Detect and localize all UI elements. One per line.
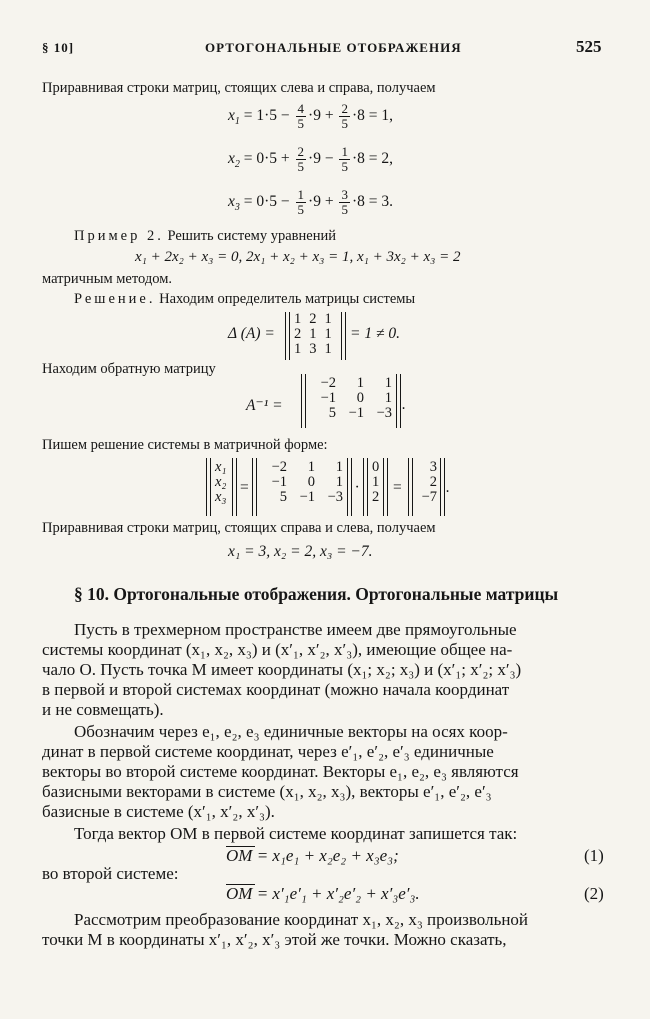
p4-line-1: Рассмотрим преобразование координат x₁, x₂, x₃ произвольной	[74, 910, 529, 929]
b-vector: 0 1 2	[372, 459, 380, 505]
equation-x2: $x_2 = 0\cdot 5$ + $\frac{2}{5}$ ·9 − $\frac{1}{5}$ ·8 = 2,	[228, 144, 393, 174]
example-heading	[74, 228, 336, 245]
equation-system: x₁ + 2x₂ + x₃ = 0, 2x₁ + x₂ + x₃ = 1, x₁ + 3x₂ + x₃ = 2	[135, 249, 461, 265]
p1-line-5: и не совмещать).	[42, 700, 164, 719]
example-label: Пример 2.	[74, 228, 164, 244]
p2-line-1: Обозначим через e₁, e₂, e₃ единичные векторы на осях коор-	[74, 722, 508, 741]
section-title: § 10. Ортогональные отображения. Ортогональные матрицы	[74, 584, 559, 604]
example-text: Решить систему уравнений	[167, 228, 336, 244]
solution-label: Решение.	[74, 291, 156, 307]
section-ref: § 10]	[42, 40, 75, 55]
matrix-form-intro: Пишем решение системы в матричной форме:	[42, 437, 328, 453]
inverse-matrix: −2 1 1 −1 0 1 5 −1 −3	[320, 375, 392, 421]
second-system-text: во второй системе:	[42, 864, 179, 883]
p1-line-1: Пусть в трехмерном пространстве имеем две прямоугольные	[74, 620, 517, 639]
p1-line-4: в первой и второй системах координат (можно начала координат	[42, 680, 510, 699]
p2-line-3: векторы во второй системе координат. Векторы e₁, e₂, e₃ являются	[42, 762, 519, 781]
equation-2: OM = x′₁e′₁ + x′₂e′₂ + x′₃e′₃.	[226, 884, 420, 903]
solution-text: Находим определитель матрицы системы	[159, 291, 416, 307]
intro-text: Приравнивая строки матриц, стоящих слева и справа, получаем	[42, 80, 436, 96]
det-matrix: 1 2 1 2 1 1 1 3 1	[294, 311, 332, 357]
result-vector: 3 2 −7	[421, 459, 437, 505]
inverse-intro: Находим обратную матрицу	[42, 361, 216, 377]
p3-text: Тогда вектор OM в первой системе координат запишется так:	[74, 824, 518, 843]
method-text: матричным методом.	[42, 271, 172, 287]
equation-1: OM = x₁e₁ + x₂e₂ + x₃e₃;	[226, 846, 399, 865]
book-page: § 10] ОРТОГОНАЛЬНЫЕ ОТОБРАЖЕНИЯ 525 Приравнивая строки матриц, стоящих слева и справа, получаем $x_1 = 1\cdot 5$ − $\frac{4}{5}$ ·9 + $\frac{2}{5}$ ·8 = 1, $x_2 = 0\cdot 5$ + $\frac{2}{5}$ ·9 − $\frac{1}{5}$ ·8 = 2, $x_3 = 0\cdot 5$ − $\frac{1}{5}$ ·9 + $\frac{3}{5}$ ·8 = 3. Пример 2. Решить систему уравнений x₁ + 2x₂ + x₃ = 0, 2x₁ + x₂ + x₃ = 1, x₁ + 3x₂ + x₃ = 2 матричным методом. Решение. Находим определитель матрицы системы Δ (A) = 1 2 1 2 1 1 1 3 1 = 1 ≠ 0. Находим обратную матрицу A⁻¹ = −2 1 1 −1 0 1 5 −1 −3 . Пишем решение системы в матричной форме: x₁ x₂ x₃ = −2 1 1 −1 0 1 5 −1 −3 · 0 1 2 = 3 2 −7 . Приравнивая строки матриц, стоящих справа и слева, получаем x₁ = 3, x₂ = 2, x₃ = −7. § 10. Ортогональные отображения. Ортогональные матрицы Пусть в трехмерном пространстве имеем две прямоугольные системы координат (x₁, x₂, x₃) и (x′₁, x′₂, x′₃), имеющие общее на- чало O. Пусть точка M имеет координаты (x₁; x₂; x₃) и (x′₁; x′₂; x′₃) в первой и второй системах координат (можно начала координат и не совмещать). Обозначим через e₁, e₂, e₃ единичные векторы на осях коор- динат в первой системе координат, через e′₁, e′₂, e′₃ единичные векторы во второй системе координат. Векторы e₁, e₂, e₃ являются базисными векторами в системе (x₁, x₂, x₃), векторы e′₁, e′₂, e′₃ базисные в системе (x′₁, x′₂, x′₃). Тогда вектор OM в первой системе координат запишется так: OM = x₁e₁ + x₂e₂ + x₃e₃; (1) во второй системе: OM = x′₁e′₁ + x′₂e′₂ + x′₃e′₃. (2) Рассмотрим преобразование координат x₁, x₂, x₃ произвольной точки M в координаты x′₁, x′₂, x′₃ этой же точки. Можно сказать,	[42, 37, 604, 949]
x-vector: x₁ x₂ x₃	[215, 459, 227, 505]
equation-1-number: (1)	[584, 846, 604, 865]
det-lhs: Δ (A) =	[228, 325, 275, 342]
equation-x1: $x_1 = 1\cdot 5$ − $\frac{4}{5}$ ·9 + $\frac{2}{5}$ ·8 = 1,	[228, 101, 393, 131]
p4-line-2: точки M в координаты x′₁, x′₂, x′₃ этой же точки. Можно сказать,	[42, 930, 507, 949]
equation-x3: $x_3 = 0\cdot 5$ − $\frac{1}{5}$ ·9 + $\frac{3}{5}$ ·8 = 3.	[228, 187, 393, 217]
page-number: 525	[576, 37, 602, 56]
det-rhs: = 1 ≠ 0.	[350, 325, 400, 342]
answer: x₁ = 3, x₂ = 2, x₃ = −7.	[228, 543, 373, 560]
inverse-matrix-repeat: −2 1 1 −1 0 1 5 −1 −3	[271, 459, 343, 505]
equate-text: Приравнивая строки матриц, стоящих справа и слева, получаем	[42, 520, 436, 536]
p1-line-3: чало O. Пусть точка M имеет координаты (x₁; x₂; x₃) и (x′₁; x′₂; x′₃)	[42, 660, 522, 679]
equation-2-number: (2)	[584, 884, 604, 903]
running-title: ОРТОГОНАЛЬНЫЕ ОТОБРАЖЕНИЯ	[205, 40, 462, 55]
solution-heading	[74, 291, 415, 308]
p1-line-2: системы координат (x₁, x₂, x₃) и (x′₁, x′₂, x′₃), имеющие общее на-	[42, 640, 513, 659]
p2-line-5: базисные в системе (x′₁, x′₂, x′₃).	[42, 802, 275, 821]
inverse-lhs: A⁻¹ =	[246, 397, 283, 414]
p2-line-4: базисными векторами в системе (x₁, x₂, x₃), векторы e′₁, e′₂, e′₃	[42, 782, 492, 801]
p2-line-2: динат в первой системе координат, через e′₁, e′₂, e′₃ единичные	[42, 742, 494, 761]
